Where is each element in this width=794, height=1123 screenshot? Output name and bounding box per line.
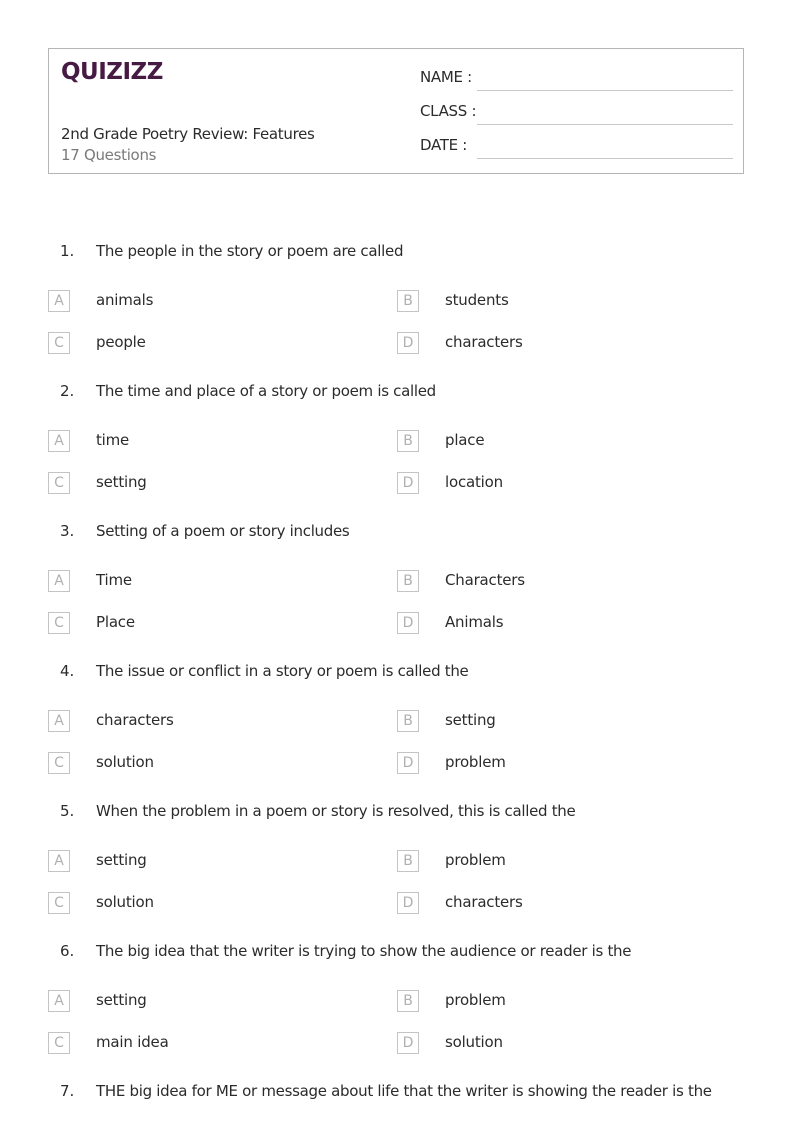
question-number: 6. (60, 942, 75, 960)
option-letter-box: D (397, 752, 419, 774)
option-letter-box: C (48, 892, 70, 914)
option-letter-box: A (48, 850, 70, 872)
question-text: When the problem in a poem or story is resolved, this is called the (96, 802, 576, 820)
question-number: 1. (60, 242, 75, 260)
option-text: characters (445, 893, 523, 911)
option-letter-box: B (397, 430, 419, 452)
option-letter-box: C (48, 612, 70, 634)
option-letter-box: C (48, 472, 70, 494)
question-text: The people in the story or poem are called (96, 242, 404, 260)
question-number: 2. (60, 382, 75, 400)
option-letter-box: C (48, 1032, 70, 1054)
option-letter-box: B (397, 570, 419, 592)
option-text: problem (445, 851, 506, 869)
option-letter-box: C (48, 332, 70, 354)
option-letter-box: B (397, 990, 419, 1012)
option-letter-box: A (48, 290, 70, 312)
option-text: Time (96, 571, 132, 589)
question-text: THE big idea for ME or message about life that the writer is showing the reader is the (96, 1082, 712, 1100)
option-text: problem (445, 753, 506, 771)
option-letter-box: D (397, 892, 419, 914)
date-line[interactable] (477, 158, 733, 159)
worksheet-header (48, 48, 744, 174)
option-letter-box: D (397, 1032, 419, 1054)
class-field[interactable] (420, 102, 734, 126)
question-text: The big idea that the writer is trying to show the audience or reader is the (96, 942, 632, 960)
option-letter-box: D (397, 332, 419, 354)
option-text: solution (96, 893, 154, 911)
option-text: solution (445, 1033, 503, 1051)
option-text: people (96, 333, 146, 351)
option-text: Characters (445, 571, 525, 589)
name-field[interactable] (420, 68, 734, 92)
question-text: Setting of a poem or story includes (96, 522, 350, 540)
option-letter-box: B (397, 850, 419, 872)
option-text: animals (96, 291, 154, 309)
question-number: 3. (60, 522, 75, 540)
question-number: 5. (60, 802, 75, 820)
date-field[interactable] (420, 136, 734, 160)
option-letter-box: B (397, 290, 419, 312)
option-letter-box: A (48, 710, 70, 732)
option-letter-box: A (48, 430, 70, 452)
option-text: Place (96, 613, 135, 631)
option-letter-box: B (397, 710, 419, 732)
question-number: 7. (60, 1082, 75, 1100)
option-text: setting (445, 711, 496, 729)
quizizz-logo: QUIZIZZ (61, 59, 163, 85)
option-text: solution (96, 753, 154, 771)
class-line[interactable] (477, 124, 733, 125)
option-letter-box: D (397, 472, 419, 494)
question-text: The time and place of a story or poem is called (96, 382, 436, 400)
option-text: main idea (96, 1033, 169, 1051)
option-text: characters (96, 711, 174, 729)
option-letter-box: A (48, 570, 70, 592)
option-text: time (96, 431, 130, 449)
option-text: setting (96, 473, 147, 491)
option-text: setting (96, 991, 147, 1009)
option-text: characters (445, 333, 523, 351)
question-count: 17 Questions (61, 146, 157, 164)
option-text: location (445, 473, 503, 491)
date-label: DATE : (420, 136, 468, 154)
option-text: place (445, 431, 485, 449)
option-text: setting (96, 851, 147, 869)
option-letter-box: A (48, 990, 70, 1012)
question-text: The issue or conflict in a story or poem is called the (96, 662, 469, 680)
question-number: 4. (60, 662, 75, 680)
option-text: Animals (445, 613, 504, 631)
name-label: NAME : (420, 68, 472, 86)
option-text: students (445, 291, 509, 309)
class-label: CLASS : (420, 102, 477, 120)
name-line[interactable] (477, 90, 733, 91)
option-text: problem (445, 991, 506, 1009)
option-letter-box: D (397, 612, 419, 634)
worksheet-title: 2nd Grade Poetry Review: Features (61, 125, 315, 143)
option-letter-box: C (48, 752, 70, 774)
